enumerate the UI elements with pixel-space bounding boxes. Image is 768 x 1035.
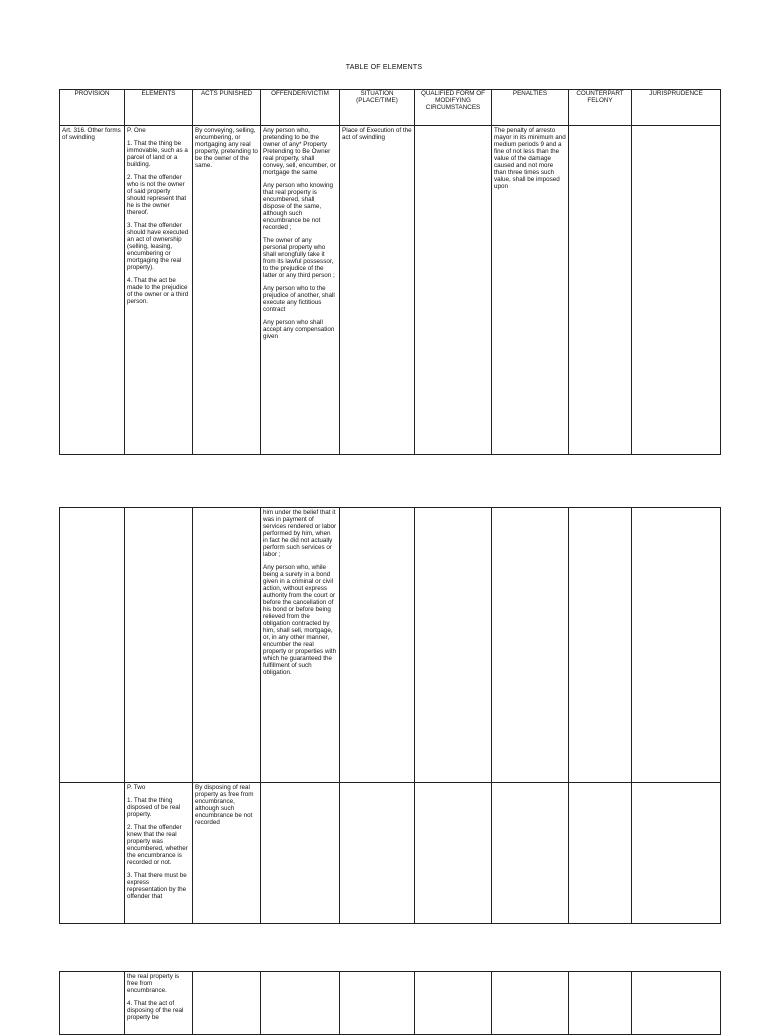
list-item: Any person who shall accept any compensation given (263, 319, 335, 340)
header-elements: ELEMENTS (125, 90, 193, 126)
list-item: 4. That the act of disposing of the real property be (127, 1000, 184, 1021)
table-row (60, 508, 721, 783)
header-qualified-form: QUALIFIED FORM OF MODIFYING CIRCUMSTANCES (415, 90, 492, 126)
offender-cell (261, 126, 340, 455)
elements-table-page-2 (59, 507, 721, 924)
list-item: 4. That the act be made to the prejudice of the owner or a third person. (127, 277, 189, 305)
header-penalties: PENALTIES (492, 90, 569, 126)
header-situation: SITUATION (PLACE/TIME) (340, 90, 415, 126)
elements-cell (125, 126, 193, 455)
elements-heading: P. Two (127, 784, 146, 791)
penalties-cell: The penalty of arresto mayor in its minimum and medium periods 9 and a fine of not less than the value of the damage caused and not more than three times such value, shall be imposed upon (492, 126, 569, 455)
acts-cell: By conveying, selling, encumbering, or mortgaging any real property, pretending to be the owner of the same. (193, 126, 261, 455)
table-row (60, 126, 721, 455)
list-item: Any person who to the prejudice of another, shall execute any fictitious contract (263, 285, 335, 313)
list-item: 2. That the offender who is not the owner of said property should represent that he is the owner thereof. (127, 174, 187, 216)
situation-cell: Place of Execution of the act of swindling (340, 126, 415, 455)
qualified-cell (415, 126, 492, 455)
list-item: The owner of any personal property who shall wrongfully take it from its lawful possessor, to the prejudice of the latter or any third person ; (263, 237, 335, 279)
header-offender-victim: OFFENDER/VICTIM (261, 90, 340, 126)
header-counterpart-felony: COUNTERPART FELONY (569, 90, 632, 126)
elements-cell (125, 783, 193, 924)
list-item: Any person who knowing that real property is encumbered, shall dispose of the same, although such encumbrance be not recorded ; (263, 182, 334, 231)
list-item: 3. That there must be express representation by the offender that (127, 872, 187, 900)
list-item: the real property is free from encumbrance. (127, 973, 180, 994)
acts-cell: By disposing of real property as free from encumbrance, although such encumbrance be not recorded (193, 783, 261, 924)
list-item: Any person who, while being a surety in a bond given in a criminal or civil action, without express authority from the court or before the cancellation of his bond or before being relieved from the obligation contracted by him, shall sell, mortgage, or, in any other manner, encumber the real property or properties with which he guaranteed the fulfillment of such obligation. (263, 564, 337, 676)
header-acts-punished: ACTS PUNISHED (193, 90, 261, 126)
elements-table-page-3 (59, 971, 721, 1035)
jurisprudence-cell (632, 126, 721, 455)
counterpart-cell (569, 126, 632, 455)
header-jurisprudence: JURISPRUDENCE (632, 90, 721, 126)
elements-table-page-1 (59, 89, 721, 455)
provision-cell: Art. 316. Other forms of swindling (60, 126, 125, 455)
list-item: 3. That the offender should have executed an act of ownership (selling, leasing, encumbering or mortgaging the real property). (127, 222, 189, 271)
page-title: TABLE OF ELEMENTS (345, 64, 423, 71)
table-row (60, 783, 721, 924)
list-item: him under the belief that it was in payment of services rendered or labor performed by him, when in fact he did not actually perform such services or labor ; (263, 509, 337, 558)
elements-heading: P. One (127, 127, 146, 134)
list-item: 1. That the thing be immovable, such as a parcel of land or a building. (127, 140, 188, 168)
list-item: 1. That the thing disposed of be real property. (127, 797, 181, 818)
offender-cell (261, 508, 340, 783)
elements-cell (125, 972, 193, 1035)
list-item: Any person who, pretending to be the owner of any* Property Pretending to Be Owner real property, shall convey, sell, encumber, or mortgage the same (263, 127, 336, 176)
list-item: 2. That the offender knew that the real property was encumbered, whether the encumbrance is recorded or not. (127, 824, 188, 866)
header-provision: PROVISION (60, 90, 125, 126)
table-row (60, 972, 721, 1035)
